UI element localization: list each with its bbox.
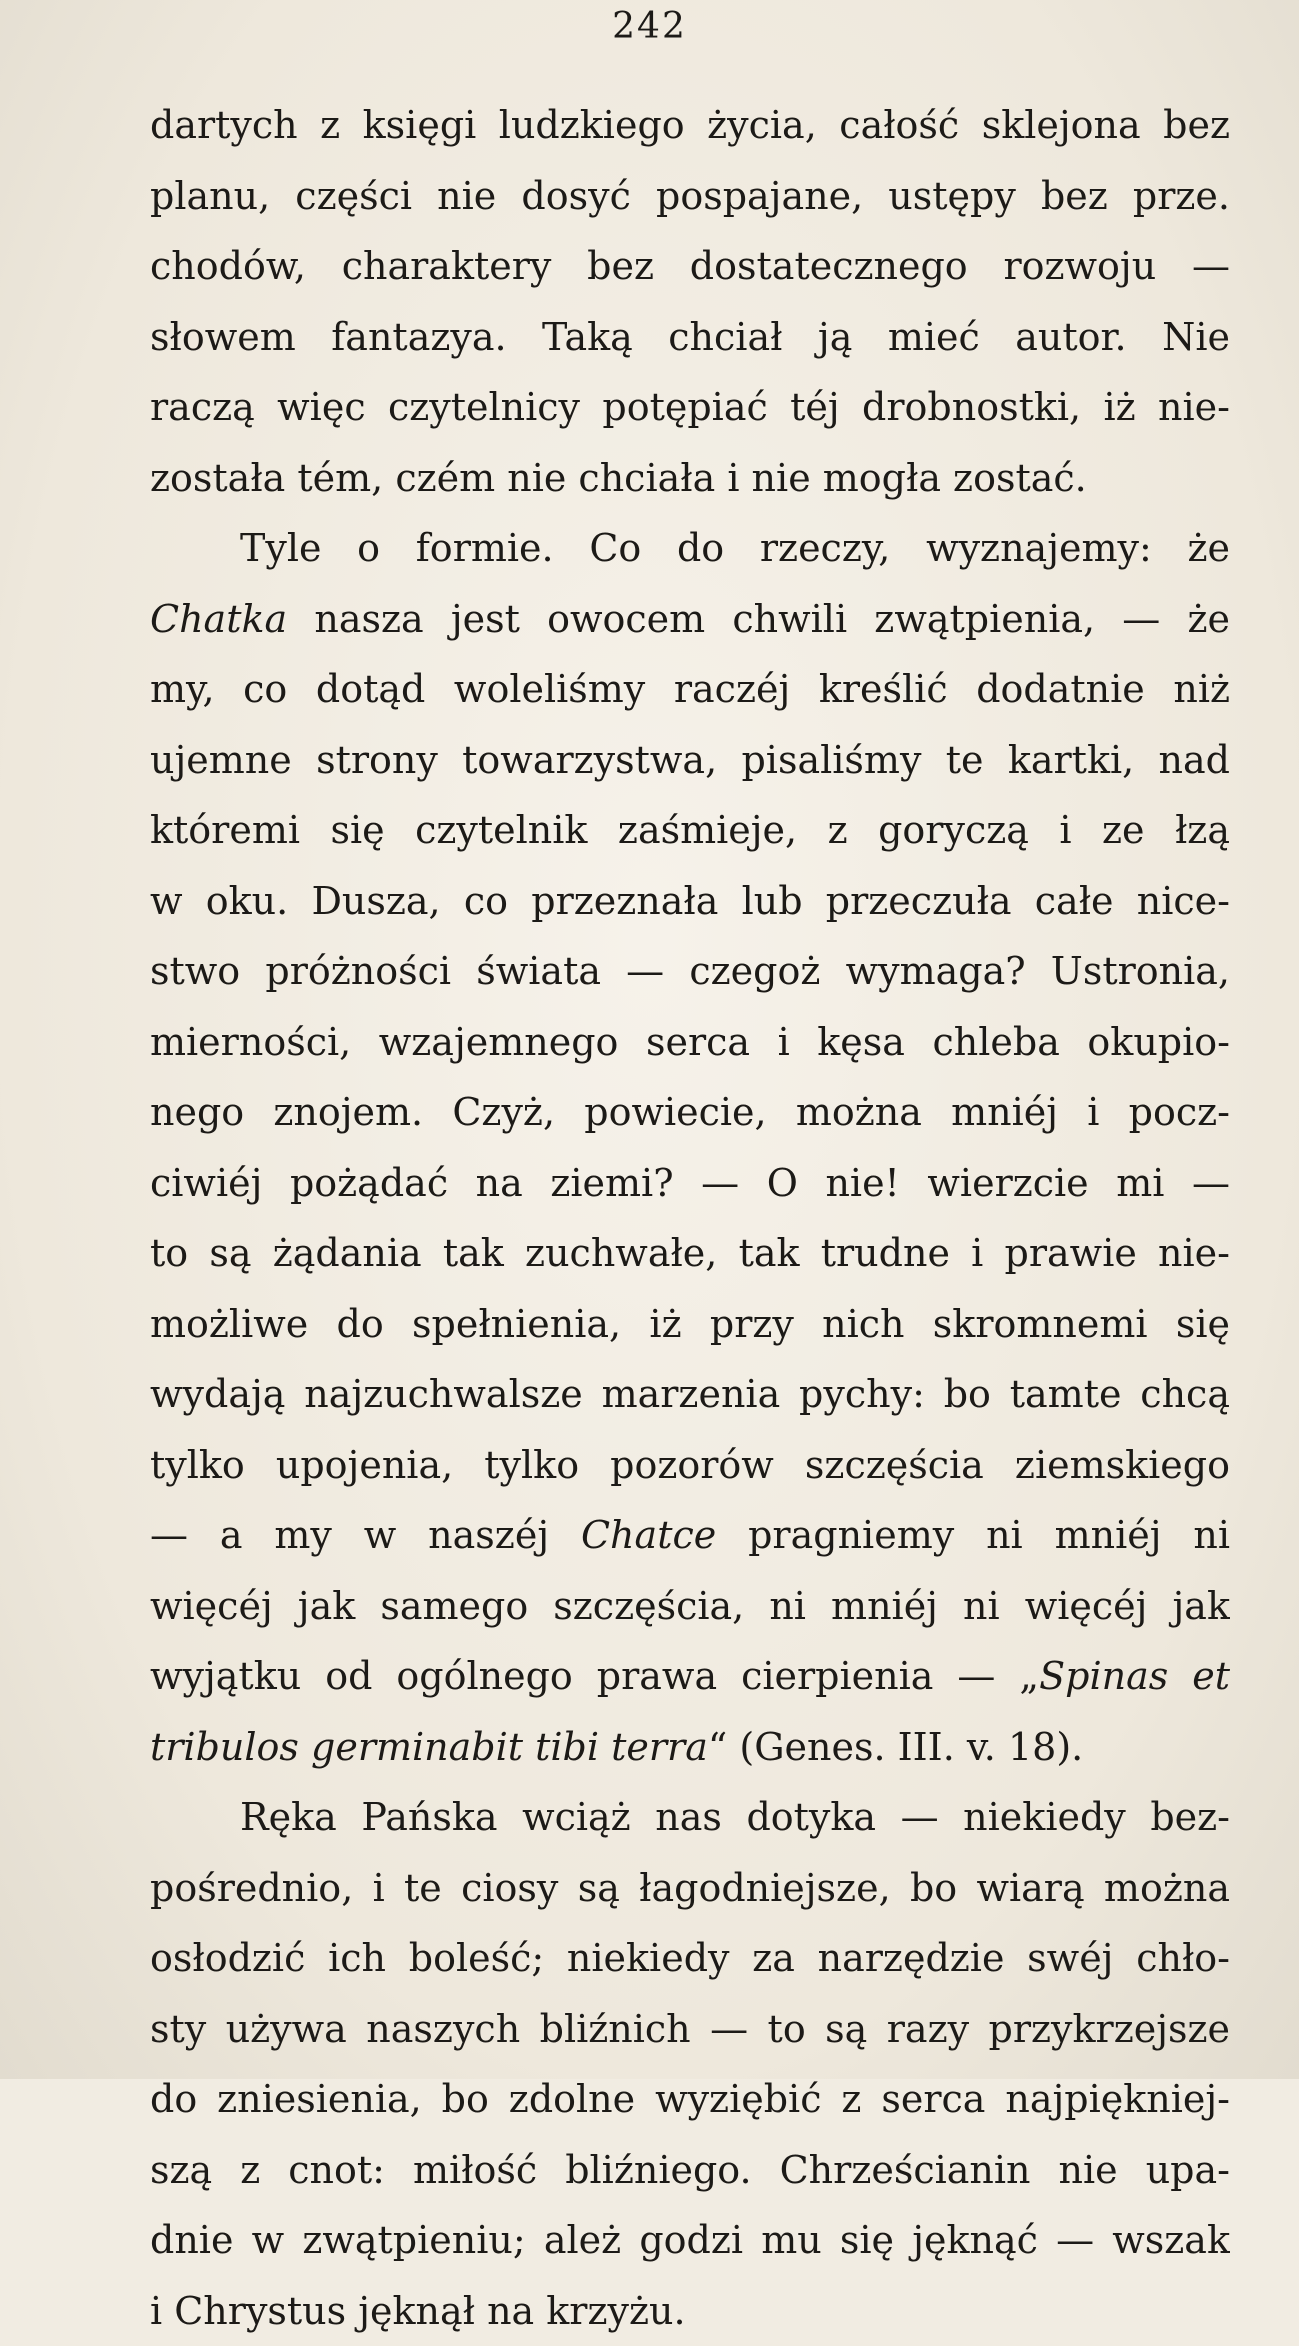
body-text <box>150 90 1230 2346</box>
text-line <box>150 1853 1230 1924</box>
text-line <box>150 231 1230 302</box>
text-segment: Tyle o formie. Co do rzeczy, wyznajemy: że <box>240 526 1230 570</box>
text-segment: to są żądania tak zuchwałe, tak trudne i prawie nie- <box>150 1231 1230 1275</box>
text-line <box>150 1218 1230 1289</box>
text-line <box>150 161 1230 232</box>
text-segment: pośrednio, i te ciosy są łagodniejsze, bo wiarą można <box>150 1866 1230 1910</box>
text-segment: możliwe do spełnienia, iż przy nich skromnemi się <box>150 1302 1230 1346</box>
text-line <box>150 795 1230 866</box>
text-line <box>150 1430 1230 1501</box>
text-line <box>150 1923 1230 1994</box>
text-segment: słowem fantazya. Taką chciał ją mieć autor. Nie <box>150 315 1230 359</box>
italic-text: Spinas et <box>1039 1654 1230 1698</box>
text-line <box>150 725 1230 796</box>
text-line <box>150 2276 1230 2346</box>
text-line <box>150 302 1230 373</box>
text-line <box>150 1712 1230 1783</box>
italic-text: Chatce <box>581 1513 716 1557</box>
text-line <box>150 654 1230 725</box>
text-line <box>150 1007 1230 1078</box>
text-segment: raczą więc czytelnicy potępiać téj drobnostki, iż nie- <box>150 385 1230 429</box>
text-line <box>150 584 1230 655</box>
text-line <box>150 1289 1230 1360</box>
text-line <box>150 443 1230 514</box>
text-line <box>150 513 1230 584</box>
text-segment: któremi się czytelnik zaśmieje, z goryczą i ze łzą <box>150 808 1230 852</box>
text-segment: my, co dotąd woleliśmy raczéj kreślić dodatnie niż <box>150 667 1230 711</box>
text-segment: — a my w naszéj <box>150 1513 581 1557</box>
text-line <box>150 1077 1230 1148</box>
text-line <box>150 2135 1230 2206</box>
text-segment: planu, części nie dosyć pospajane, ustępy bez prze. <box>150 174 1230 218</box>
text-line <box>150 2205 1230 2276</box>
text-segment: “ (Genes. III. v. 18). <box>708 1725 1083 1769</box>
italic-text: Chatka <box>150 597 287 641</box>
text-segment: osłodzić ich boleść; niekiedy za narzędzie swéj chło- <box>150 1936 1230 1980</box>
text-segment: mierności, wzajemnego serca i kęsa chleba okupio- <box>150 1020 1230 1064</box>
text-segment: pragniemy ni mniéj ni <box>716 1513 1230 1557</box>
page-number: 242 <box>0 6 1299 47</box>
text-segment: chodów, charaktery bez dostatecznego rozwoju — <box>150 244 1230 288</box>
text-segment: i Chrystus jęknął na krzyżu. <box>150 2289 686 2333</box>
text-line <box>150 866 1230 937</box>
text-segment: nasza jest owocem chwili zwątpienia, — że <box>287 597 1230 641</box>
text-segment: wydają najzuchwalsze marzenia pychy: bo tamte chcą <box>150 1372 1230 1416</box>
text-line <box>150 372 1230 443</box>
text-line <box>150 1782 1230 1853</box>
text-line <box>150 1500 1230 1571</box>
text-segment: więcéj jak samego szczęścia, ni mniéj ni więcéj jak <box>150 1584 1230 1628</box>
text-line <box>150 2064 1230 2135</box>
text-line <box>150 1994 1230 2065</box>
text-segment: dnie w zwątpieniu; ależ godzi mu się jęknąć — wszak <box>150 2218 1230 2262</box>
text-segment: szą z cnot: miłość bliźniego. Chrześcianin nie upa- <box>150 2148 1230 2192</box>
text-line <box>150 1571 1230 1642</box>
text-segment: została tém, czém nie chciała i nie mogła zostać. <box>150 456 1087 500</box>
text-segment: wyjątku od ogólnego prawa cierpienia — „ <box>150 1654 1039 1698</box>
text-line <box>150 1641 1230 1712</box>
text-segment: stwo próżności świata — czegoż wymaga? Ustronia, <box>150 949 1230 993</box>
text-line <box>150 1359 1230 1430</box>
text-line <box>150 1148 1230 1219</box>
text-segment: dartych z księgi ludzkiego życia, całość sklejona bez <box>150 103 1230 147</box>
text-segment: w oku. Dusza, co przeznała lub przeczuła całe nice- <box>150 879 1230 923</box>
italic-text: tribulos germinabit tibi terra <box>150 1725 708 1769</box>
text-segment: tylko upojenia, tylko pozorów szczęścia ziemskiego <box>150 1443 1230 1487</box>
text-line <box>150 936 1230 1007</box>
text-segment: ciwiéj pożądać na ziemi? — O nie! wierzcie mi — <box>150 1161 1230 1205</box>
text-segment: ujemne strony towarzystwa, pisaliśmy te kartki, nad <box>150 738 1230 782</box>
text-segment: Ręka Pańska wciąż nas dotyka — niekiedy bez- <box>240 1795 1230 1839</box>
text-segment: nego znojem. Czyż, powiecie, można mniéj i pocz- <box>150 1090 1230 1134</box>
text-segment: sty używa naszych bliźnich — to są razy przykrzejsze <box>150 2007 1230 2051</box>
text-line <box>150 90 1230 161</box>
text-segment: do zniesienia, bo zdolne wyziębić z serca najpiękniej- <box>150 2077 1230 2121</box>
